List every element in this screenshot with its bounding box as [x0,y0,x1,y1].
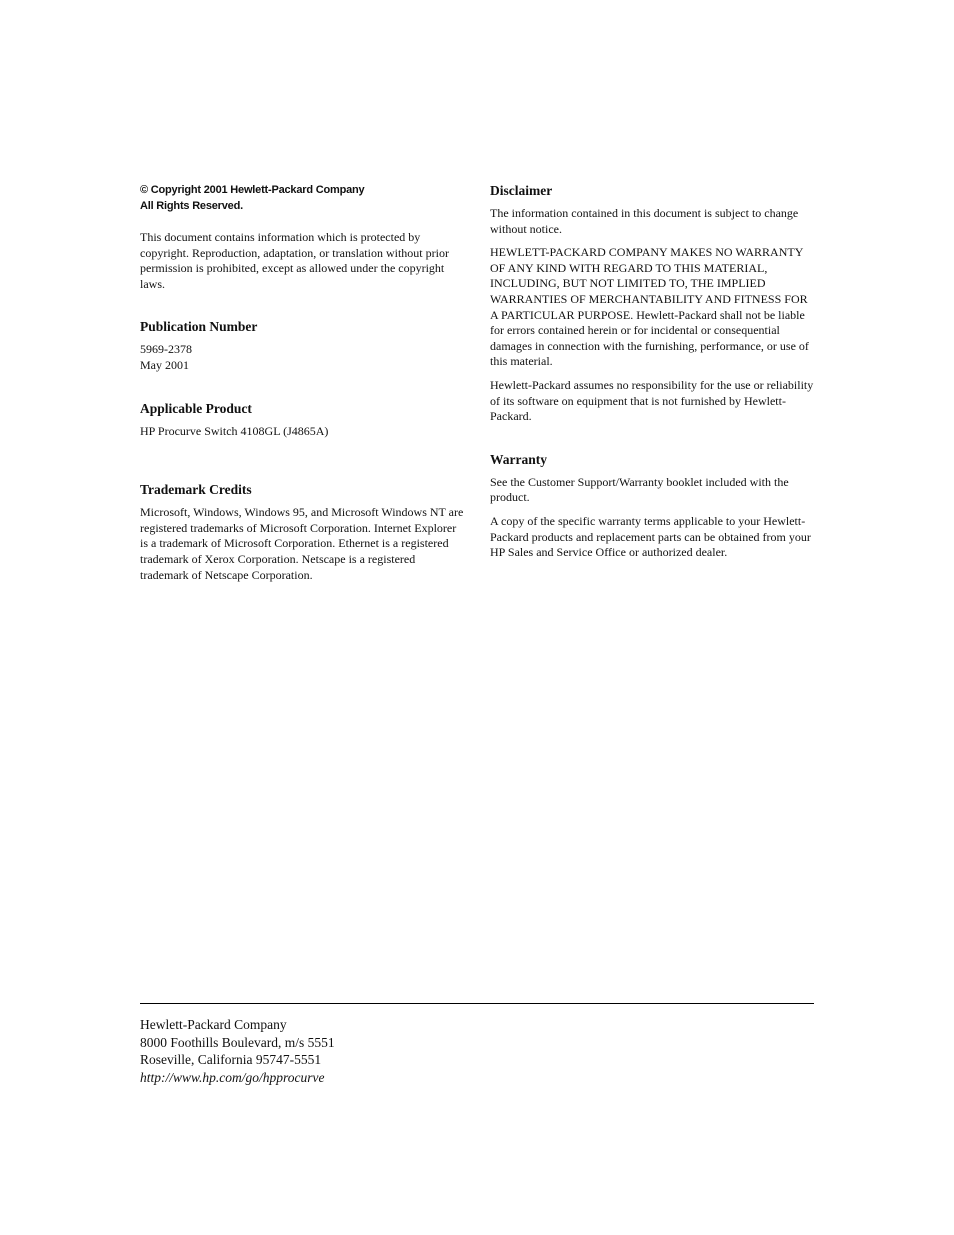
right-column [490,182,816,569]
copyright-line: © Copyright 2001 Hewlett-Packard Company [140,184,365,196]
disclaimer-paragraph-1: The information contained in this document is subject to change without notice. [490,206,799,236]
protection-paragraph: This document contains information which is protected by copyright. Reproduction, adaptation, or translation without prior permission is prohibited, except as allowed under the copyright laws. [140,230,449,291]
publication-heading: Publication Number [140,319,258,335]
trademark-heading: Trademark Credits [140,482,252,498]
left-column [140,182,466,591]
company-name: Hewlett-Packard Company [140,1017,287,1032]
publication-date: May 2001 [140,357,189,372]
warranty-heading: Warranty [490,451,547,467]
warranty-paragraph-2: A copy of the specific warranty terms applicable to your Hewlett-Packard products and replacement parts can be obtained from your HP Sales and Service Office or authorized dealer. [490,513,811,560]
warranty-paragraph-1: See the Customer Support/Warranty booklet included with the product. [490,474,789,505]
disclaimer-heading: Disclaimer [490,183,553,198]
disclaimer-paragraph-2: HEWLETT-PACKARD COMPANY MAKES NO WARRANTY OF ANY KIND WITH REGARD TO THIS MATERIAL, INCLUDING, BUT NOT LIMITED TO, THE IMPLIED WARRANTIES OF MERCHANTABILITY AND FITNESS FOR A PARTICULAR PURPOSE. Hewlett-Packard shall not be liable for errors contained herein or for incidental or consequential damages in connection with the furnishing, performance, or use of this material. [490,245,809,369]
rights-reserved-line: All Rights Reserved. [140,200,243,212]
publication-number: 5969-2378 [140,342,192,357]
website-link[interactable]: http://www.hp.com/go/hpprocurve [140,1069,325,1085]
publication-info [140,342,466,373]
city-address: Roseville, California 95747-5551 [140,1052,322,1067]
product-heading: Applicable Product [140,400,252,416]
product-text: HP Procurve Switch 4108GL (J4865A) [140,423,329,438]
trademark-text: Microsoft, Windows, Windows 95, and Microsoft Windows NT are registered trademarks of Microsoft Corporation. Internet Explorer is a trademark of Microsoft Corporation. Ethernet is a registered trademark of Xerox Corporation. Netscape is a registered trademark of Netscape Corporation. [140,505,464,582]
disclaimer-paragraph-3: Hewlett-Packard assumes no responsibility for the use or reliability of its software on equipment that is not furnished by Hewlett-Packard. [490,377,814,424]
company-address-footer [140,1003,814,1086]
copyright-notice [140,182,466,214]
street-address: 8000 Foothills Boulevard, m/s 5551 [140,1034,335,1050]
